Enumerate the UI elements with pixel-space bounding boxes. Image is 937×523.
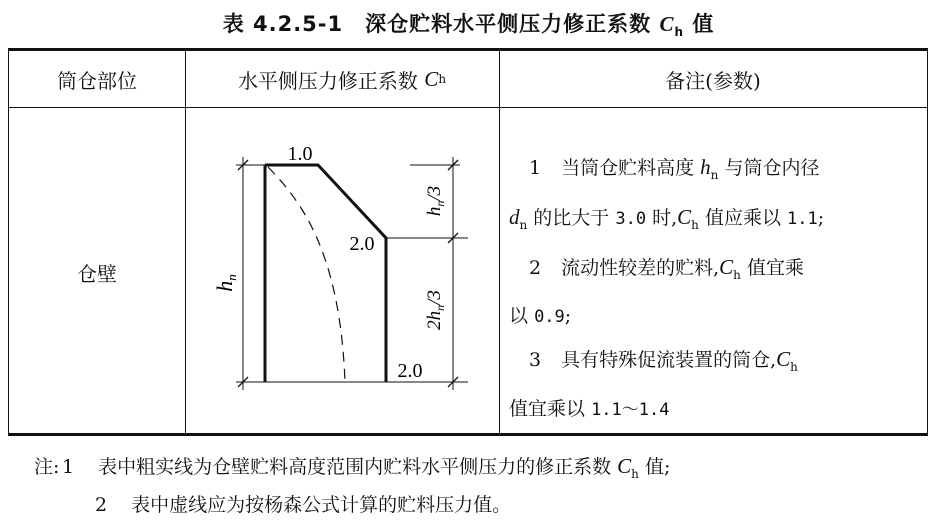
coef-label-top: 1.0 xyxy=(287,143,313,165)
table-number: 表 4.2.5-1 xyxy=(222,12,344,36)
header-part: 筒仓部位 xyxy=(57,68,137,93)
header-notes: 备注(参数) xyxy=(665,68,761,93)
header-coefficient-text: 水平侧压力修正系数 xyxy=(237,68,418,93)
table-title-text: 深仓贮料水平侧压力修正系数 xyxy=(365,12,652,36)
row-part-wall: 仓壁 xyxy=(77,261,117,286)
footnote-label: 注: xyxy=(34,456,60,478)
header-symbol: C xyxy=(424,66,439,91)
header-symbol-sub: h xyxy=(438,72,447,86)
title-symbol: C xyxy=(659,12,675,36)
footnote-2: 2 表中虚线应为按杨森公式计算的贮料压力值。 xyxy=(95,494,512,516)
lower-dimension-label: $2h_n/3$ xyxy=(424,290,447,330)
note-1: 1 当筒仓贮料高度 $h_n$ 与筒仓内径 xyxy=(529,155,820,182)
coefficient-line xyxy=(265,165,386,382)
upper-dimension-label: $h_n/3$ xyxy=(424,185,447,217)
note-3: 3 具有特殊促流装置的筒仓$,C_h$ xyxy=(529,347,798,375)
title-symbol-sub: h xyxy=(674,25,684,40)
height-label: hn xyxy=(212,274,239,292)
note-2: 2 流动性较差的贮料$,C_h$ 值宜乘 xyxy=(529,254,804,282)
title-suffix: 值 xyxy=(692,12,715,36)
note-2-cont: 以 0.9; xyxy=(509,305,572,328)
coef-label-bottom: 2.0 xyxy=(397,360,423,382)
coef-label-mid: 2.0 xyxy=(349,233,375,255)
janssen-curve xyxy=(268,167,345,382)
note-3-cont: 值宜乘以 1.1～1.4 xyxy=(509,398,670,421)
note-1-cont: $d_n$ 的比大于 3.0 时$,C_h$ 值应乘以 1.1; xyxy=(509,204,825,232)
footnote-1: 注: 1 表中粗实线为仓壁贮料高度范围内贮料水平侧压力的修正系数 $C_h$ 值; xyxy=(34,454,671,481)
